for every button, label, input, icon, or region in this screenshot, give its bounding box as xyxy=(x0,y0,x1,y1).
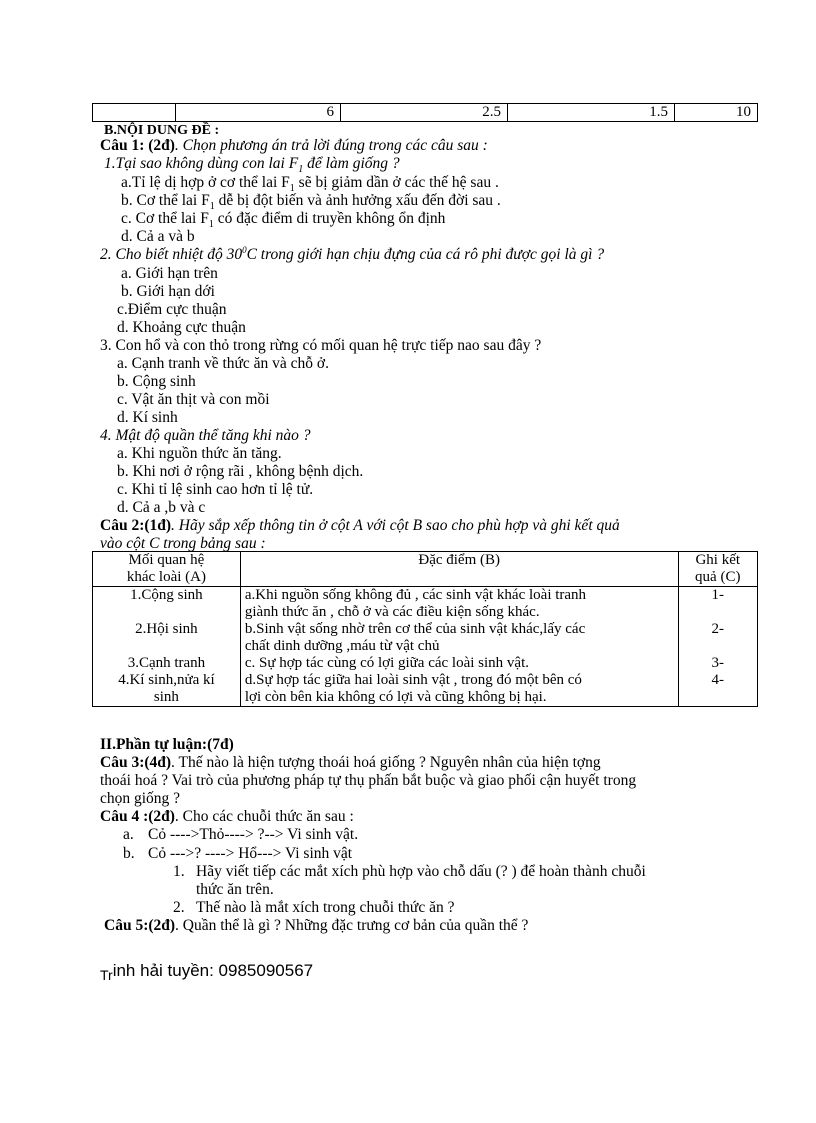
matching-table xyxy=(92,551,758,707)
q1-sub3-prompt: 3. Con hổ và con thỏ trong rừng có mối quan hệ trực tiếp nao sau đây ? xyxy=(100,337,542,354)
question-1-label: Câu 1: (2đ) xyxy=(100,137,175,154)
matching-table-header xyxy=(93,552,758,587)
q4-task-1: 1. Hãy viết tiếp các mắt xích phù hợp vào chỗ dấu (? ) để hoàn thành chuỗi xyxy=(173,863,646,880)
q1-sub2-option-c: c.Điểm cực thuận xyxy=(117,301,227,318)
question-2-instruction-cont: vào cột C trong bảng sau : xyxy=(100,535,266,552)
question-1-instruction: . Chọn phương án trả lời đúng trong các câu sau : xyxy=(174,137,488,154)
q1-sub1-prompt: 1.Tại sao không dùng con lai $F_1$ để làm giống ? xyxy=(104,155,400,176)
author-signature: $_{Tr}$inh hải tuyền: 0985090567 xyxy=(100,961,314,983)
q1-sub1-option-b: b. Cơ thể lai $F_1$ dễ bị đột biến và ảnh hưởng xấu đến đời sau . xyxy=(121,192,501,213)
cell-b: c. Sự hợp tác cùng có lợi giữa các loài sinh vật. xyxy=(240,655,678,672)
question-5-label: Câu 5:(2đ) xyxy=(104,917,176,934)
q1-sub1-option-a: a.Tỉ lệ dị hợp ở cơ thể lai $F_1$ sẽ bị giảm dần ở các thế hệ sau . xyxy=(121,174,499,195)
cell-a: 3.Cạnh tranh xyxy=(93,655,241,672)
question-1-header xyxy=(100,137,488,155)
cell-c: 3- xyxy=(678,655,758,672)
section-b-heading: B.NỘI DUNG ĐỀ : xyxy=(104,123,220,138)
table-row xyxy=(93,672,758,707)
score-cell-4: 1.5 xyxy=(508,104,675,122)
cell-b: b.Sinh vật sống nhờ trên cơ thể của sinh vật khác,lấy các chất dinh dưỡng ,máu từ vật chủ xyxy=(240,621,678,655)
q1-sub3-option-d: d. Kí sinh xyxy=(117,409,178,426)
cell-b: a.Khi nguồn sống không đủ , các sinh vật khác loài tranh giành thức ăn , chỗ ở và các điều kiện sống khác. xyxy=(240,587,678,622)
header-col-a: Mối quan hệ khác loài (A) xyxy=(93,552,241,587)
q1-sub3-option-b: b. Cộng sinh xyxy=(117,373,196,390)
question-3-line2: thoái hoá ? Vai trò của phương pháp tự thụ phấn bắt buộc và giao phối cận huyết trong xyxy=(100,772,637,789)
cell-a: 4.Kí sinh,nửa kí sinh xyxy=(93,672,241,707)
table-row xyxy=(93,621,758,655)
question-4-label: Câu 4 :(2đ) xyxy=(100,808,175,825)
question-4-header: Câu 4 :(2đ). Cho các chuỗi thức ăn sau : xyxy=(100,808,354,825)
q1-sub2-option-b: b. Giới hạn dới xyxy=(121,283,215,300)
question-2-label: Câu 2:(1đ) xyxy=(100,517,172,534)
part-2-heading: II.Phần tự luận:(7đ) xyxy=(100,736,234,753)
score-cell-1 xyxy=(93,104,176,122)
q1-sub4-option-d: d. Cả a ,b và c xyxy=(117,499,206,516)
q4-task-2: 2. Thế nào là mắt xích trong chuỗi thức ăn ? xyxy=(173,899,455,916)
header-col-b: Đặc điểm (B) xyxy=(240,552,678,587)
q1-sub2-option-a: a. Giới hạn trên xyxy=(121,265,218,282)
q1-sub3-option-a: a. Cạnh tranh về thức ăn và chỗ ở. xyxy=(117,355,329,372)
q4-chain-a: a. Cỏ ---->Thỏ----> ?--> Vi sinh vật. xyxy=(123,826,359,843)
header-col-c: Ghi kết quả (C) xyxy=(678,552,758,587)
table-row xyxy=(93,655,758,672)
table-row xyxy=(93,587,758,622)
score-cell-5: 10 xyxy=(675,104,758,122)
question-3-line1: Câu 3:(4đ). Thế nào là hiện tượng thoái hoá giống ? Nguyên nhân của hiện tợng xyxy=(100,754,601,771)
q1-sub2-option-d: d. Khoảng cực thuận xyxy=(117,319,246,336)
q4-chain-b: b. Cỏ --->? ----> Hổ---> Vi sinh vật xyxy=(123,845,353,862)
cell-b: d.Sự hợp tác giữa hai loài sinh vật , trong đó một bên có lợi còn bên kia không có lợi và cũng không bị hại. xyxy=(240,672,678,707)
score-table-row xyxy=(92,103,758,122)
cell-a: 2.Hội sinh xyxy=(93,621,241,655)
cell-c: 1- xyxy=(678,587,758,622)
score-cell-3: 2.5 xyxy=(341,104,508,122)
q1-sub4-prompt: 4. Mật độ quần thể tăng khi nào ? xyxy=(100,427,311,444)
cell-c: 2- xyxy=(678,621,758,655)
score-cell-2: 6 xyxy=(176,104,341,122)
q1-sub4-option-c: c. Khi tỉ lệ sinh cao hơn tỉ lệ tử. xyxy=(117,481,314,498)
cell-c: 4- xyxy=(678,672,758,707)
q1-sub1-option-d: d. Cả a và b xyxy=(121,228,195,245)
q4-task-1-cont: thức ăn trên. xyxy=(196,881,274,898)
q1-sub1-option-c: c. Cơ thể lai $F_1$ có đặc điểm di truyền không ổn định xyxy=(121,210,446,231)
question-3-label: Câu 3:(4đ) xyxy=(100,754,172,771)
q1-sub3-option-c: c. Vật ăn thịt và con mồi xyxy=(117,391,270,408)
cell-a: 1.Cộng sinh xyxy=(93,587,241,622)
question-3-line3: chọn giống ? xyxy=(100,790,181,807)
question-2-header xyxy=(100,517,620,535)
q1-sub2-prompt: 2. Cho biết nhiệt độ $30^0C$ trong giới hạn chịu đựng của cá rô phi được gọi là gì ? xyxy=(100,244,605,263)
question-2-instruction: . Hãy sắp xếp thông tin ở cột A với cột B sao cho phù hợp và ghi kết quả xyxy=(171,517,620,534)
q1-sub4-option-a: a. Khi nguồn thức ăn tăng. xyxy=(117,445,282,462)
q1-sub4-option-b: b. Khi nơi ở rộng rãi , không bệnh dịch. xyxy=(117,463,364,480)
question-5: Câu 5:(2đ). Quần thể là gì ? Những đặc trưng cơ bản của quần thể ? xyxy=(104,917,529,934)
